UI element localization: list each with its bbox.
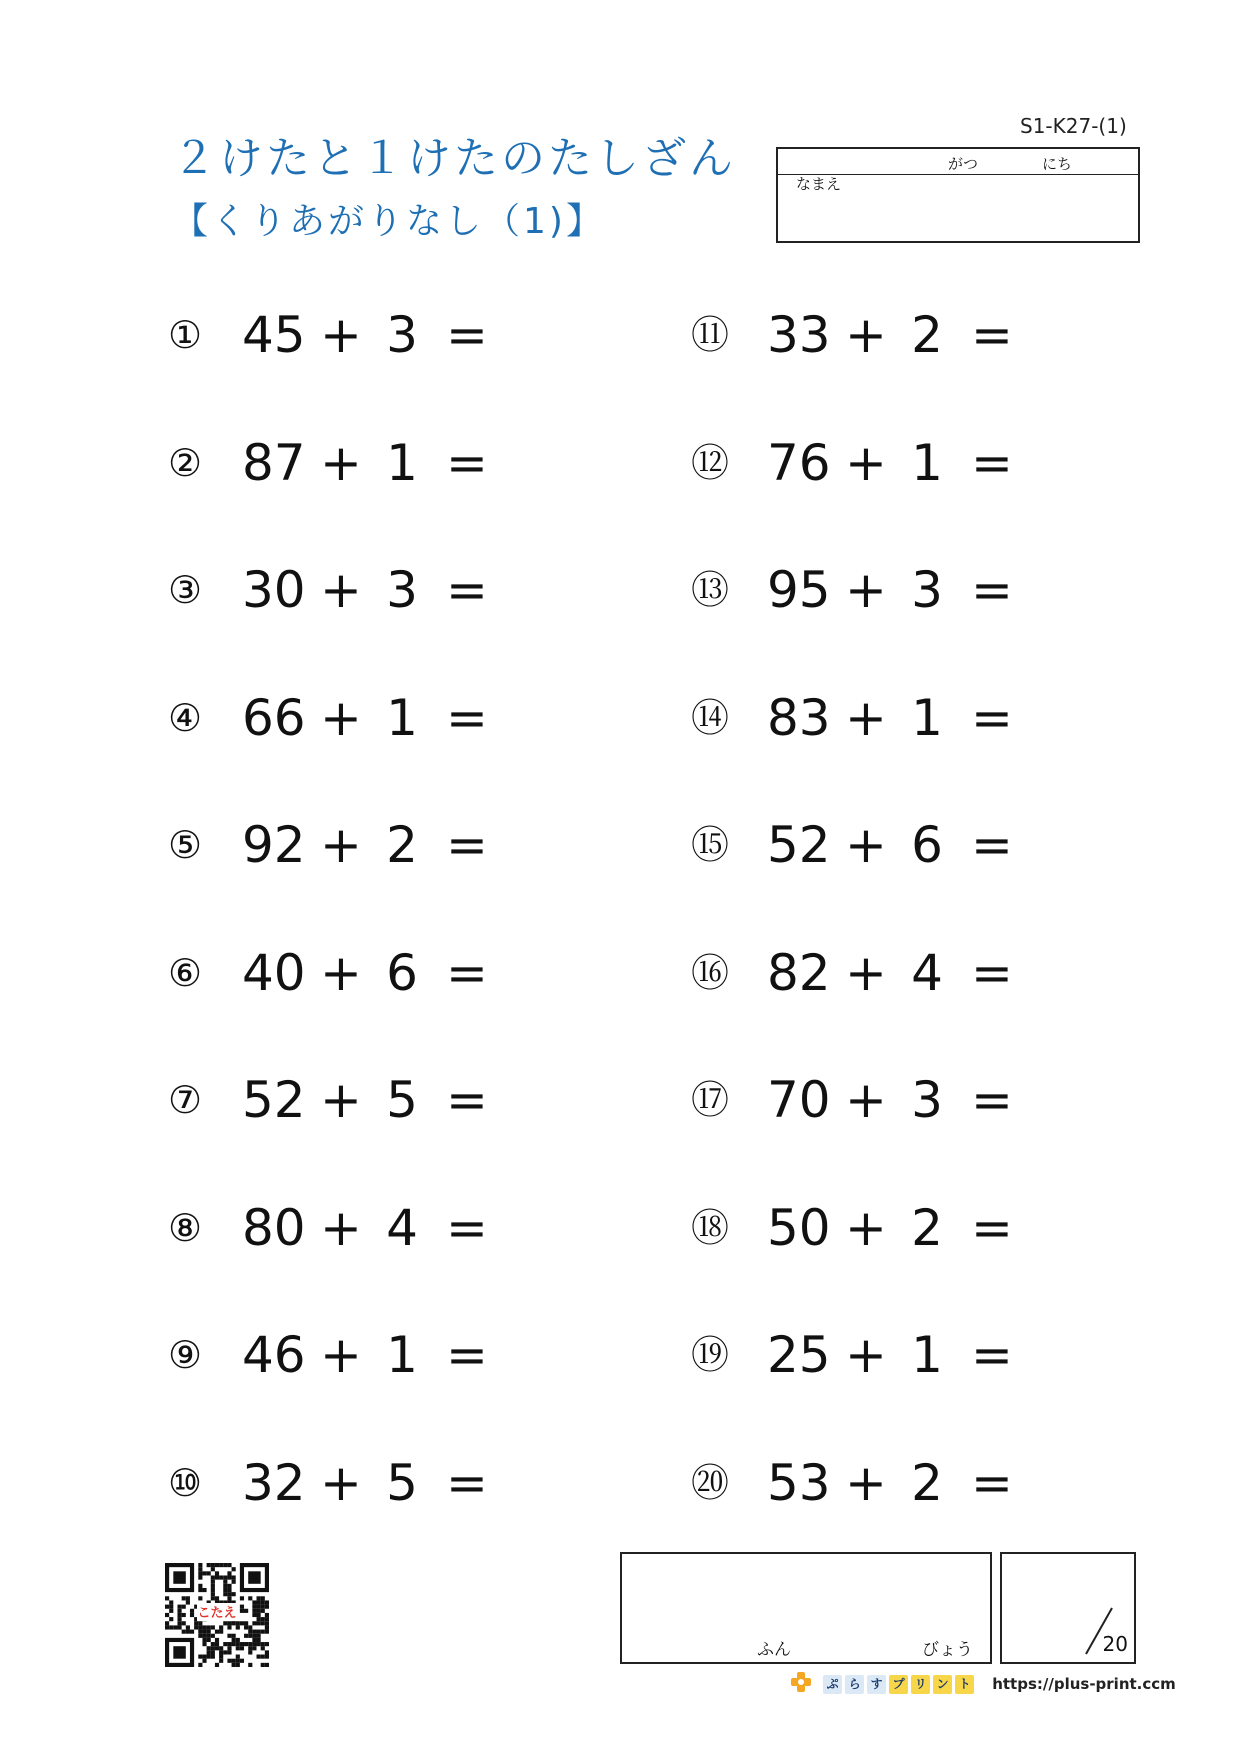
equals-sign: =	[971, 1071, 1013, 1129]
brand-char: プ	[889, 1675, 908, 1694]
equals-sign: =	[446, 688, 488, 747]
first-addend: 32	[242, 1453, 306, 1512]
first-addend: 30	[242, 561, 306, 619]
problem-number: ⑱	[690, 1205, 729, 1250]
plus-sign: +	[320, 1198, 362, 1257]
problem-row	[685, 305, 1025, 365]
second-addend: 6	[911, 816, 943, 874]
second-addend: 5	[386, 1071, 418, 1129]
problem-row	[160, 560, 500, 620]
brand-char: ら	[845, 1675, 864, 1694]
problem-number: ⑤	[167, 823, 203, 867]
first-addend: 95	[767, 561, 831, 619]
qr-code-icon	[165, 1563, 269, 1667]
name-label: なまえ	[796, 175, 842, 193]
equals-sign: =	[971, 306, 1013, 364]
problem-row	[685, 1453, 1025, 1513]
plus-sign: +	[845, 433, 887, 492]
score-total: 20	[1102, 1632, 1128, 1656]
problem-number: ⑦	[167, 1078, 203, 1122]
plus-sign: +	[320, 433, 362, 492]
brand-logo[interactable]	[823, 1674, 977, 1693]
equals-sign: =	[971, 816, 1013, 874]
plus-sign: +	[845, 816, 887, 874]
equals-sign: =	[971, 1198, 1013, 1257]
brand-char: ン	[933, 1675, 952, 1694]
equals-sign: =	[971, 1326, 1013, 1384]
first-addend: 33	[767, 306, 831, 364]
equals-sign: =	[446, 561, 488, 619]
problem-number: ③	[167, 568, 203, 612]
plus-sign: +	[845, 1326, 887, 1384]
time-box	[620, 1552, 992, 1664]
first-addend: 52	[767, 816, 831, 874]
problem-number: ⑬	[690, 568, 729, 612]
plus-sign: +	[320, 1071, 362, 1129]
equals-sign: =	[971, 943, 1013, 1002]
plus-sign: +	[320, 688, 362, 747]
second-addend: 5	[386, 1453, 418, 1512]
second-addend: 2	[911, 1453, 943, 1512]
second-addend: 1	[911, 688, 943, 747]
equals-sign: =	[446, 1453, 488, 1512]
plus-sign: +	[320, 943, 362, 1002]
first-addend: 53	[767, 1453, 831, 1512]
problem-row	[685, 943, 1025, 1003]
seconds-label: びょう	[922, 1640, 973, 1660]
first-addend: 83	[767, 688, 831, 747]
first-addend: 46	[242, 1326, 306, 1384]
problem-row	[685, 560, 1025, 620]
first-addend: 82	[767, 943, 831, 1002]
problem-number: ⑩	[167, 1460, 203, 1505]
equals-sign: =	[446, 943, 488, 1002]
problem-number: ⑥	[167, 950, 203, 995]
equals-sign: =	[971, 688, 1013, 747]
second-addend: 4	[386, 1198, 418, 1257]
plus-sign: +	[320, 1326, 362, 1384]
day-label: にち	[1042, 155, 1073, 173]
second-addend: 1	[911, 433, 943, 492]
first-addend: 50	[767, 1198, 831, 1257]
problem-number: ①	[167, 313, 203, 357]
score-box	[1000, 1552, 1136, 1664]
plus-sign: +	[845, 1198, 887, 1257]
plus-sign: +	[845, 561, 887, 619]
second-addend: 4	[911, 943, 943, 1002]
equals-sign: =	[446, 1071, 488, 1129]
second-addend: 3	[386, 306, 418, 364]
first-addend: 25	[767, 1326, 831, 1384]
problem-row	[160, 943, 500, 1003]
second-addend: 2	[911, 1198, 943, 1257]
brand-char: す	[867, 1675, 886, 1694]
equals-sign: =	[971, 561, 1013, 619]
worksheet-title: ２けたと１けたのたしざん	[172, 133, 736, 184]
plus-logo-icon	[790, 1671, 812, 1697]
problem-row	[160, 1070, 500, 1130]
equals-sign: =	[971, 433, 1013, 492]
problem-row	[685, 1198, 1025, 1258]
first-addend: 70	[767, 1071, 831, 1129]
second-addend: 3	[386, 561, 418, 619]
second-addend: 6	[386, 943, 418, 1002]
equals-sign: =	[446, 433, 488, 492]
problem-row	[685, 1325, 1025, 1385]
second-addend: 3	[911, 1071, 943, 1129]
month-label: がつ	[948, 155, 979, 173]
site-url[interactable]: https://plus-print.ccm	[992, 1675, 1176, 1693]
second-addend: 2	[386, 816, 418, 874]
plus-sign: +	[845, 1453, 887, 1512]
first-addend: 80	[242, 1198, 306, 1257]
plus-sign: +	[320, 306, 362, 364]
worksheet-subtitle: 【くりあがりなし（1)】	[172, 201, 605, 242]
problem-row	[685, 688, 1025, 748]
plus-sign: +	[845, 688, 887, 747]
worksheet-code: S1-K27-(1)	[1020, 114, 1127, 138]
plus-sign: +	[845, 943, 887, 1002]
second-addend: 1	[386, 688, 418, 747]
answer-qr-code[interactable]	[165, 1563, 269, 1667]
first-addend: 87	[242, 433, 306, 492]
equals-sign: =	[446, 816, 488, 874]
second-addend: 3	[911, 561, 943, 619]
brand-char: ぷ	[823, 1675, 842, 1694]
problem-number: ④	[167, 695, 203, 740]
first-addend: 45	[242, 306, 306, 364]
problem-row	[160, 1453, 500, 1513]
problem-row	[160, 305, 500, 365]
problem-number: ⑯	[690, 950, 729, 995]
problem-number: ⑪	[690, 313, 729, 357]
footer	[790, 1671, 1176, 1695]
equals-sign: =	[971, 1453, 1013, 1512]
problem-row	[160, 815, 500, 875]
problem-number: ⑧	[167, 1205, 203, 1250]
plus-sign: +	[320, 1453, 362, 1512]
plus-sign: +	[320, 816, 362, 874]
equals-sign: =	[446, 1326, 488, 1384]
problem-row	[685, 433, 1025, 493]
problem-row	[685, 1070, 1025, 1130]
second-addend: 1	[386, 1326, 418, 1384]
brand-char: ト	[955, 1675, 974, 1694]
first-addend: 76	[767, 433, 831, 492]
problem-number: ⑨	[167, 1333, 203, 1377]
first-addend: 52	[242, 1071, 306, 1129]
minutes-label: ふん	[757, 1640, 791, 1660]
problem-row	[160, 1325, 500, 1385]
problem-number: ⑲	[690, 1333, 729, 1377]
problem-row	[160, 688, 500, 748]
qr-answer-label: こたえ	[197, 1606, 237, 1621]
problem-number: ⑭	[690, 695, 729, 740]
problem-number: ⑰	[690, 1078, 729, 1122]
equals-sign: =	[446, 306, 488, 364]
first-addend: 40	[242, 943, 306, 1002]
problem-row	[685, 815, 1025, 875]
second-addend: 2	[911, 306, 943, 364]
brand-char: リ	[911, 1675, 930, 1694]
first-addend: 92	[242, 816, 306, 874]
problem-number: ⑫	[690, 440, 729, 485]
second-addend: 1	[386, 433, 418, 492]
problem-row	[160, 1198, 500, 1258]
plus-sign: +	[320, 561, 362, 619]
equals-sign: =	[446, 1198, 488, 1257]
problem-row	[160, 433, 500, 493]
first-addend: 66	[242, 688, 306, 747]
problem-number: ⑳	[690, 1460, 729, 1505]
second-addend: 1	[911, 1326, 943, 1384]
problem-number: ⑮	[690, 823, 729, 867]
plus-sign: +	[845, 306, 887, 364]
plus-sign: +	[845, 1071, 887, 1129]
problem-number: ②	[167, 440, 203, 485]
